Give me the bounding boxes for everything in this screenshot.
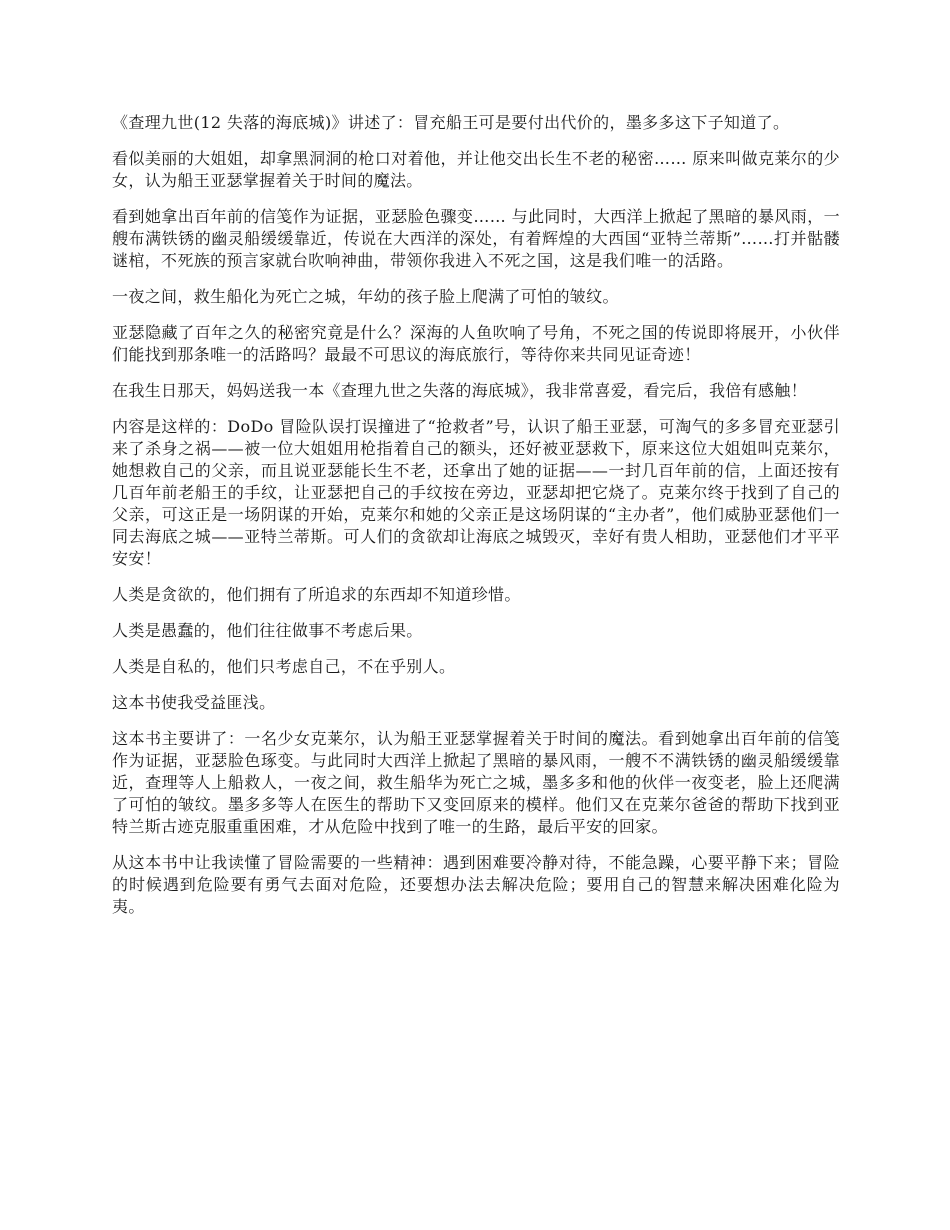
paragraph-overnight: 一夜之间，救生船化为死亡之城，年幼的孩子脸上爬满了可怕的皱纹。: [112, 287, 619, 306]
paragraph-birthday: 在我生日那天，妈妈送我一本《查理九世之失落的海底城》，我非常喜爱，看完后，我倍有感触！: [112, 381, 808, 400]
paragraph-greedy: 人类是贪欲的，他们拥有了所追求的东西却不知道珍惜。: [112, 585, 521, 604]
paragraph-benefit: 这本书使我受益匪浅。: [112, 693, 276, 712]
paragraph-lesson: 从这本书中让我读懂了冒险需要的一些精神：遇到困难要冷静对待，不能急躁，心要平静下来；冒险的时候遇到危险要有勇气去面对危险，还要想办法去解决危险；要用自己的智慧来解决困难化险为夷。: [112, 853, 840, 916]
paragraph-foolish: 人类是愚蠢的，他们往往做事不考虑后果。: [112, 621, 423, 640]
paragraph-content: 内容是这样的：DoDo 冒险队误打误撞进了“抢救者”号，认识了船王亚瑟，可淘气的多多冒充亚瑟引来了杀身之祸——被一位大姐姐用枪指着自己的额头，还好被亚瑟救下，原来这位大姐姐叫克莱尔，她想救自己的父亲，而且说亚瑟能长生不老，还拿出了她的证据——一封几百年前的信，上面还按有几百年前老船王的手纹，让亚瑟把自己的手纹按在旁边，亚瑟却把它烧了。克莱尔终于找到了自己的父亲，可这正是一场阴谋的开始，克莱尔和她的父亲正是这场阴谋的“主办者”，他们威胁亚瑟他们一同去海底之城——亚特兰蒂斯。可人们的贪欲却让海底之城毁灭，幸好有贵人相助，亚瑟他们才平平安安！: [112, 417, 840, 568]
paragraph-secret: 亚瑟隐藏了百年之久的秘密究竟是什么？深海的人鱼吹响了号角，不死之国的传说即将展开，小伙伴们能找到那条唯一的活路吗？最最不可思议的海底旅行，等待你来共同见证奇迹！: [112, 323, 840, 364]
paragraph-ghost-ship: 看到她拿出百年前的信笺作为证据，亚瑟脸色骤变…… 与此同时，大西洋上掀起了黑暗的暴风雨，一艘布满铁锈的幽灵船缓缓靠近，传说在大西洋的深处，有着辉煌的大西国“亚特兰蒂斯”……打并骷髅谜棺，不死族的预言家就台吹响神曲，带领你我进入不死之国，这是我们唯一的活路。: [112, 207, 840, 270]
paragraph-summary: 这本书主要讲了：一名少女克莱尔，认为船王亚瑟掌握着关于时间的魔法。看到她拿出百年前的信笺作为证据，亚瑟脸色琢变。与此同时大西洋上掀起了黑暗的暴风雨，一艘不不满铁锈的幽灵船缓缓靠近，查理等人上船救人，一夜之间，救生船华为死亡之城，墨多多和他的伙伴一夜变老，脸上还爬满了可怕的皱纹。墨多多等人在医生的帮助下又变回原来的模样。他们又在克莱尔爸爸的帮助下找到亚特兰斯古迹克服重重困难，才从危险中找到了唯一的生路，最后平安的回家。: [112, 729, 840, 836]
document-body: [112, 112, 840, 932]
paragraph-claire: 看似美丽的大姐姐，却拿黑洞洞的枪口对着他，并让他交出长生不老的秘密…… 原来叫做克莱尔的少女，认为船王亚瑟掌握着关于时间的魔法。: [112, 149, 840, 190]
paragraph-intro: 《查理九世(12 失落的海底城)》讲述了：冒充船王可是要付出代价的，墨多多这下子知道了。: [112, 113, 790, 132]
paragraph-selfish: 人类是自私的，他们只考虑自己，不在乎别人。: [112, 657, 456, 676]
